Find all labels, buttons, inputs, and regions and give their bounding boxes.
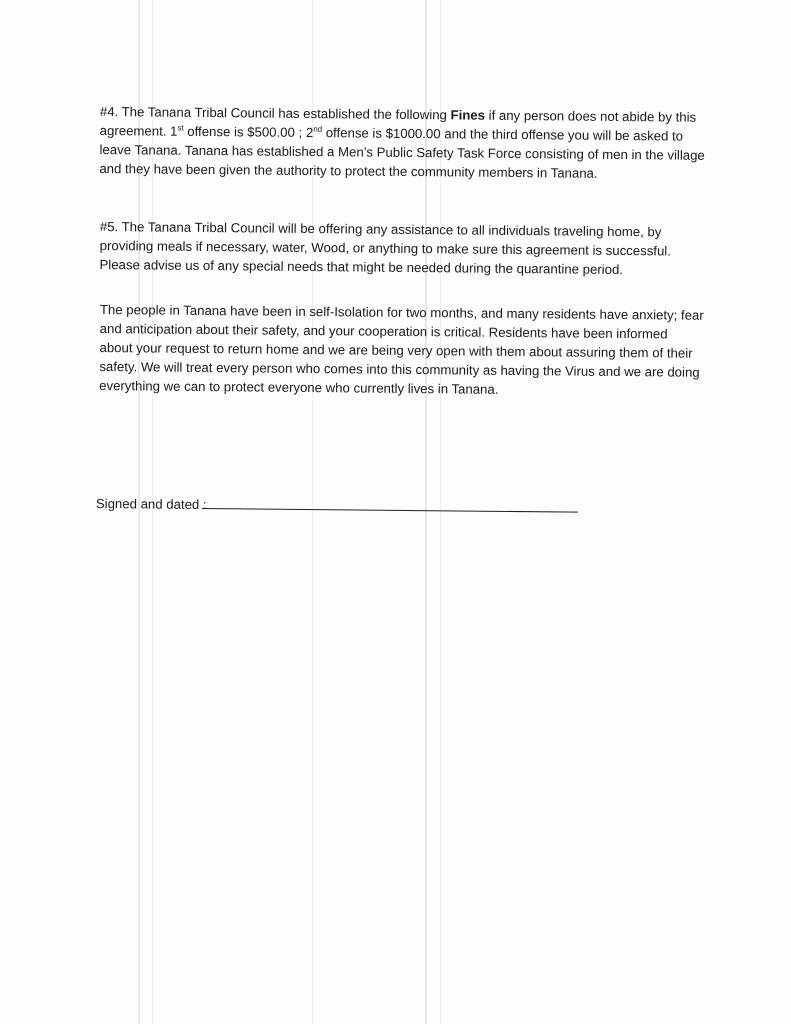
- text-span: #4. The Tanana Tribal Council has established the following: [99, 103, 451, 123]
- signature-line: [202, 508, 578, 513]
- paragraph-4-fines: [99, 102, 705, 184]
- ordinal-superscript: nd: [313, 124, 323, 134]
- text-span: offense is $500.00 ; 2: [183, 123, 314, 141]
- paragraph-line: #5. The Tanana Tribal Council will be offering any assistance to all individuals traveling home, by: [99, 218, 662, 240]
- paragraph-line: about your request to return home and we are being very open with them about assuring them of their: [99, 339, 693, 361]
- paragraph-line: providing meals if necessary, water, Wood, or anything to make sure this agreement is successful.: [99, 237, 672, 259]
- fines-bold-text: Fines: [450, 107, 486, 123]
- paragraph-line: The people in Tanana have been in self-Isolation for two months, and many residents have anxiety; fear: [99, 301, 704, 323]
- paragraph-line: and they have been given the authority to protect the community members in Tanana.: [99, 160, 598, 181]
- paragraph-closing: [99, 300, 705, 401]
- paragraph-line: Please advise us of any special needs that might be needed during the quarantine period.: [99, 256, 624, 278]
- text-span: offense is $1000.00 and the third offense you will be asked to: [322, 125, 684, 144]
- paragraph-line: leave Tanana. Tanana has established a Men’s Public Safety Task Force consisting of men in the village: [99, 141, 705, 163]
- paragraph-line: safety. We will treat every person who comes into this community as having the Virus and we are doing: [99, 358, 700, 380]
- text-span: if any person does not abide by this: [484, 107, 697, 125]
- paragraph-line: and anticipation about their safety, and your cooperation is critical. Residents have been informed: [99, 320, 668, 342]
- paragraph-5-assistance: [99, 217, 705, 280]
- text-span: agreement. 1: [99, 122, 178, 139]
- signature-label: Signed and dated :: [95, 495, 207, 513]
- paragraph-line: everything we can to protect everyone who currently lives in Tanana.: [99, 377, 499, 397]
- ordinal-superscript: st: [177, 123, 184, 133]
